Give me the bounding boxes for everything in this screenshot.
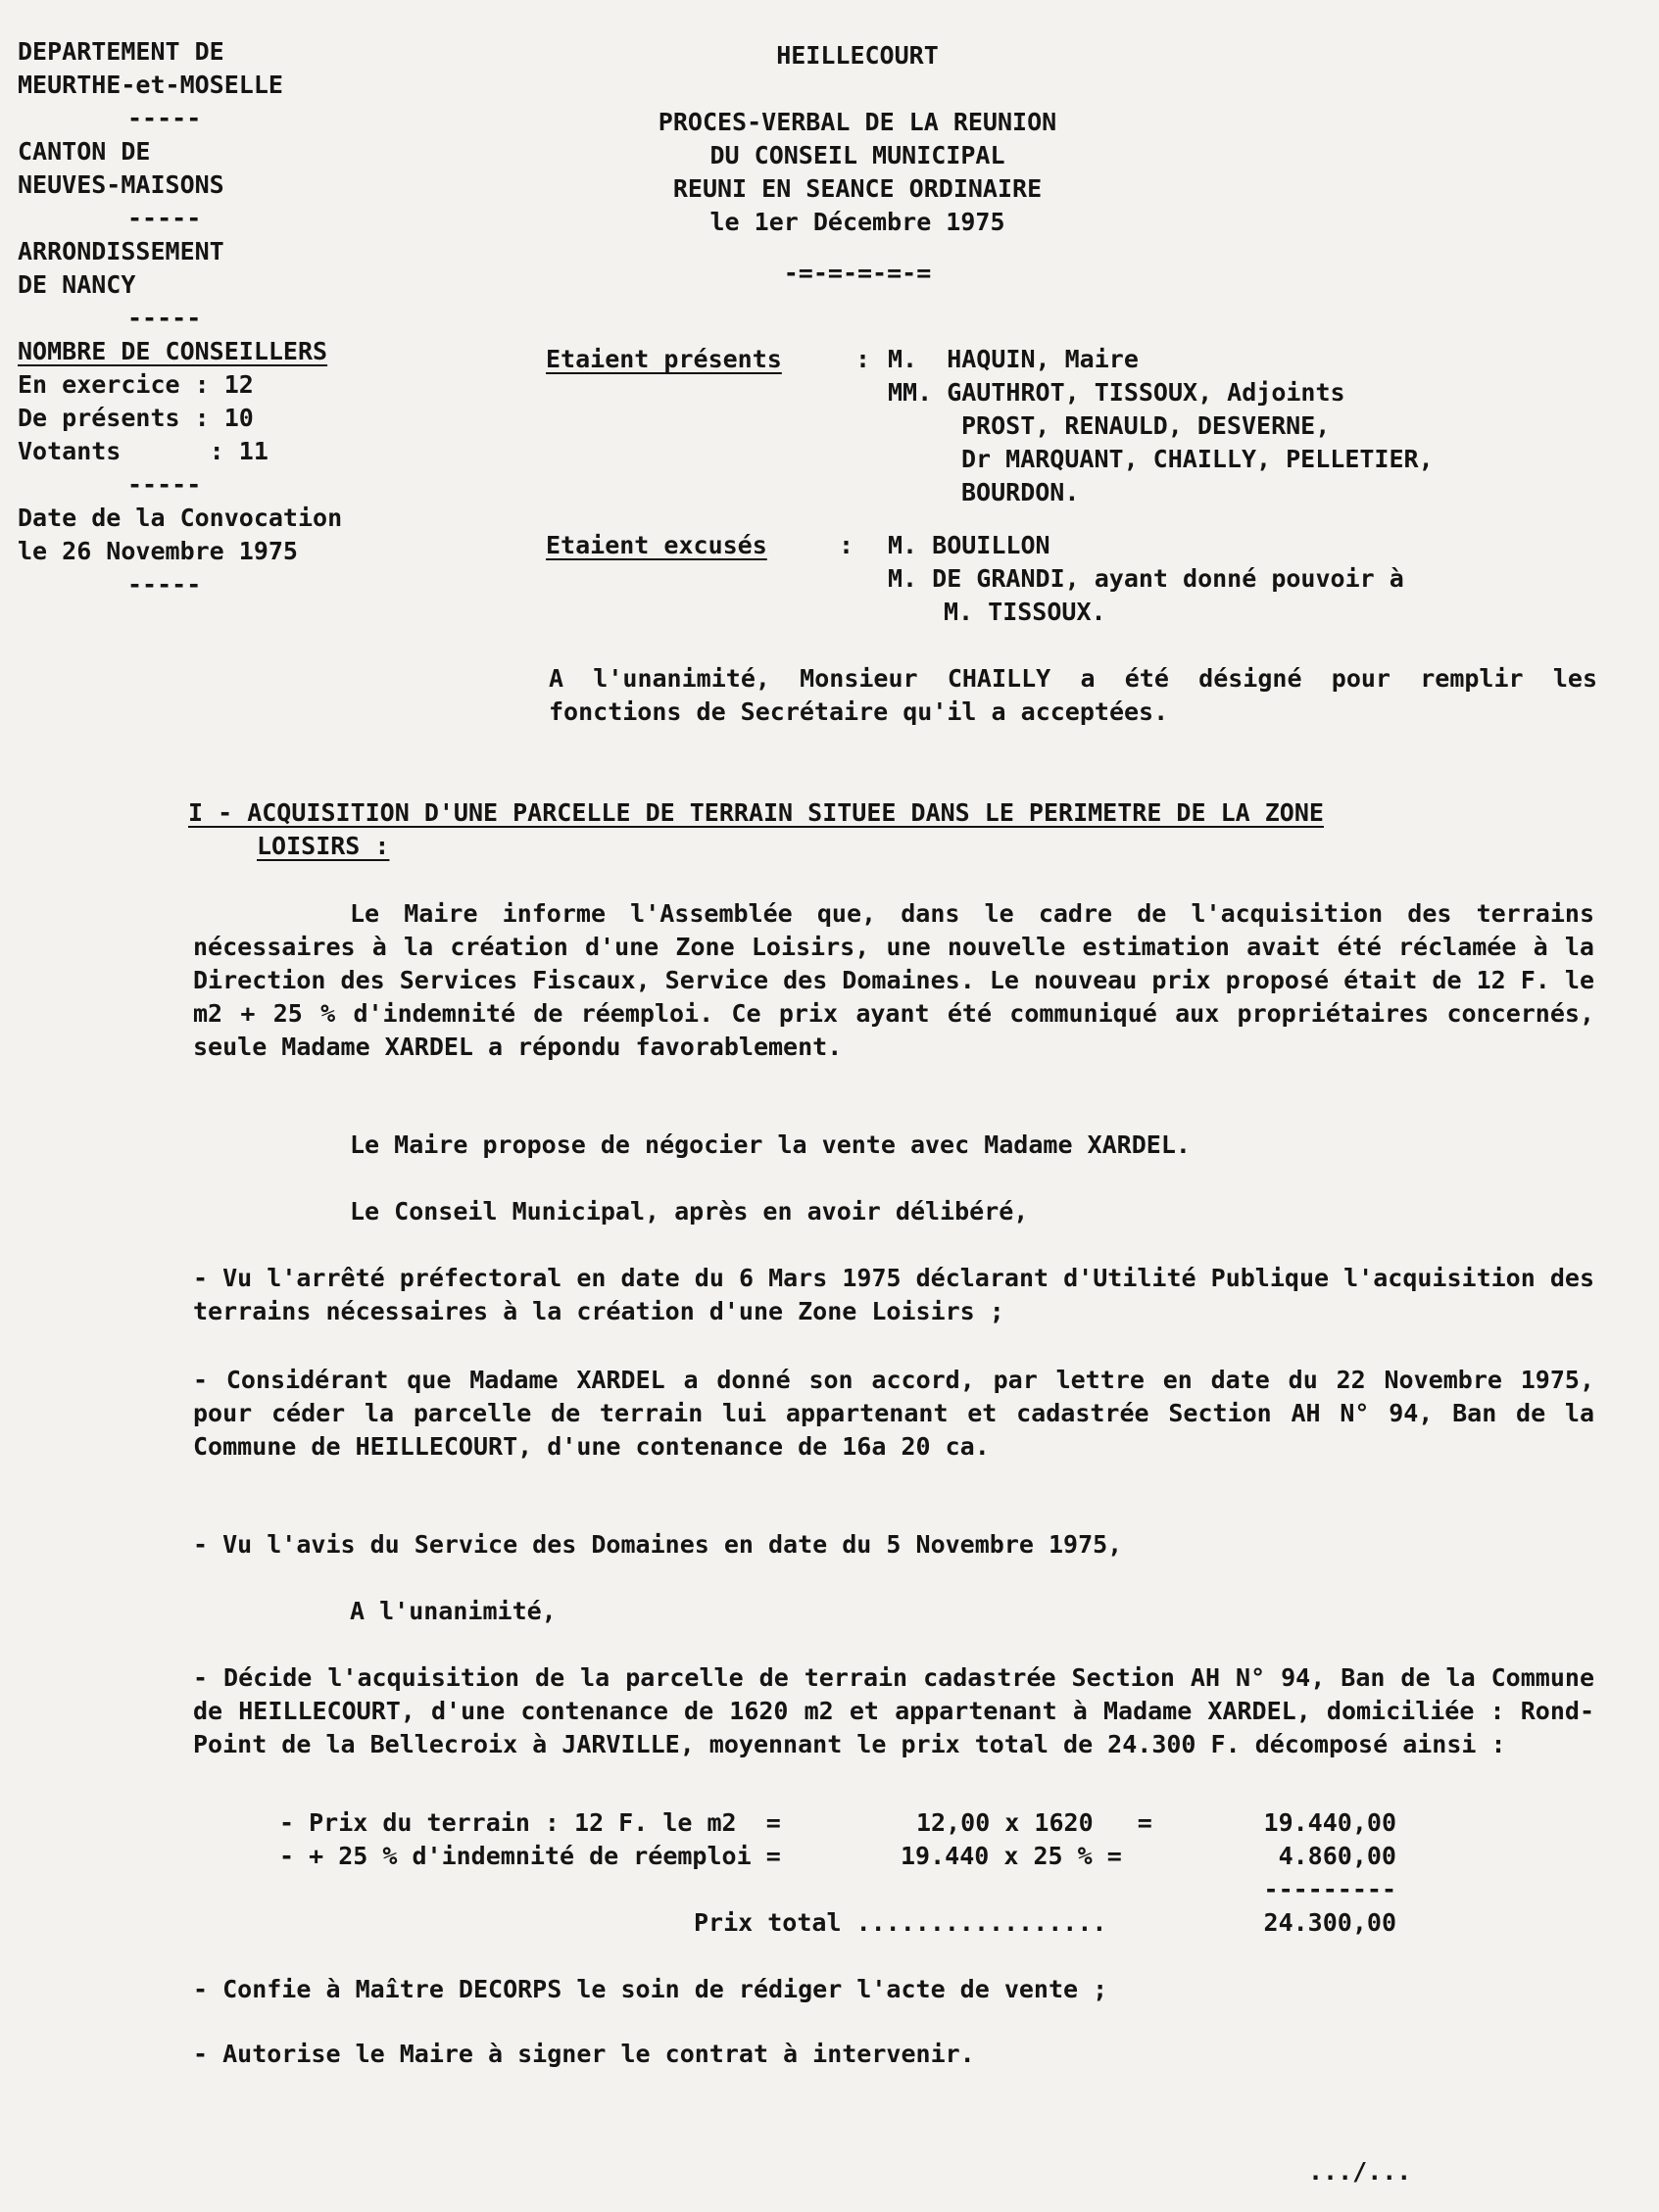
canton-line-2: NEUVES-MAISONS — [18, 170, 224, 199]
excused-line-3: M. TISSOUX. — [944, 598, 1106, 626]
department-line-1: DEPARTEMENT DE — [18, 37, 224, 66]
price-row-total — [279, 1906, 1396, 1940]
present-line-1: M. HAQUIN, Maire — [888, 345, 1139, 373]
secretary-paragraph: A l'unanimité, Monsieur CHAILLY a été désigné pour remplir les fonctions de Secrétaire qu'il a acceptées. — [549, 664, 1597, 726]
paragraph-autorise: - Autorise le Maire à signer le contrat à intervenir. — [193, 2040, 975, 2068]
present-label: Etaient présents — [546, 345, 782, 373]
present-colon: : — [855, 345, 871, 373]
total-label: Prix total ................. — [694, 1908, 1107, 1937]
total-amount: 24.300,00 — [1263, 1908, 1396, 1937]
separator: ----- — [127, 104, 202, 132]
separator: ----- — [127, 470, 202, 499]
excused-colon: : — [839, 531, 854, 559]
present-line-4: Dr MARQUANT, CHAILLY, PELLETIER, — [961, 445, 1434, 473]
paragraph-unanimite: A l'unanimité, — [350, 1597, 557, 1625]
price-rule-row — [279, 1873, 1396, 1906]
convocation-line-1: Date de la Convocation — [18, 504, 343, 532]
department-line-2: MEURTHE-et-MOSELLE — [18, 71, 283, 99]
left-header — [18, 35, 439, 601]
price-formula: 19.440 x 25 % = — [901, 1842, 1122, 1870]
count-votants: Votants : 11 — [18, 437, 268, 465]
arrondissement-line-2: DE NANCY — [18, 270, 136, 299]
continuation-mark: .../... — [1308, 2157, 1412, 2186]
title-line-3: REUNI EN SEANCE ORDINAIRE — [672, 174, 1043, 203]
price-breakdown — [279, 1806, 1396, 1940]
price-row-indemnite — [279, 1840, 1396, 1873]
separator: ----- — [127, 570, 202, 599]
price-row-terrain — [279, 1806, 1396, 1840]
meeting-date: le 1er Décembre 1975 — [709, 208, 1005, 236]
price-amount: 19.440,00 — [1263, 1808, 1396, 1837]
sum-rule: --------- — [1263, 1875, 1396, 1903]
price-amount: 4.860,00 — [1278, 1842, 1396, 1870]
separator: ----- — [127, 204, 202, 232]
arrondissement-line-1: ARRONDISSEMENT — [18, 237, 224, 265]
present-line-5: BOURDON. — [961, 478, 1080, 506]
price-label: - Prix du terrain : 12 F. le m2 = — [279, 1808, 781, 1837]
present-line-3: PROST, RENAULD, DESVERNE, — [961, 411, 1331, 440]
paragraph-confie: - Confie à Maître DECORPS le soin de rédiger l'acte de vente ; — [193, 1975, 1108, 2003]
paragraph-vu-avis: - Vu l'avis du Service des Domaines en date du 5 Novembre 1975, — [193, 1530, 1123, 1559]
section-heading-line-1: I - ACQUISITION D'UNE PARCELLE DE TERRAIN SITUEE DANS LE PERIMETRE DE LA ZONE — [188, 798, 1324, 827]
convocation-line-2: le 26 Novembre 1975 — [18, 537, 298, 565]
paragraph-decide: - Décide l'acquisition de la parcelle de terrain cadastrée Section AH N° 94, Ban de la Commune de HEILLECOURT, d'une contenance de 1620 m2 et appartenant à Madame XARDEL, domiciliée : Rond-Point de la Bellecroix à JARVILLE, moyennant le prix total de 24.300 F. décomposé ainsi : — [193, 1663, 1594, 1758]
excused-line-1: M. BOUILLON — [888, 531, 1050, 559]
excused-label: Etaient excusés — [546, 531, 767, 559]
price-formula: 12,00 x 1620 = — [916, 1808, 1152, 1837]
canton-line-1: CANTON DE — [18, 137, 151, 166]
title-ornament: -=-=-=-=-= — [783, 259, 932, 287]
price-label: - + 25 % d'indemnité de réemploi = — [279, 1842, 781, 1870]
paragraph-vu-arrete: - Vu l'arrêté préfectoral en date du 6 Mars 1975 déclarant d'Utilité Publique l'acquisition des terrains nécessaires à la création d'une Zone Loisirs ; — [193, 1264, 1594, 1325]
section-heading-line-2: LOISIRS : — [257, 832, 390, 860]
count-presents: De présents : 10 — [18, 404, 254, 432]
separator: ----- — [127, 304, 202, 332]
count-exercice: En exercice : 12 — [18, 370, 254, 399]
conseillers-title: NOMBRE DE CONSEILLERS — [18, 337, 328, 365]
paragraph-maire-propose: Le Maire propose de négocier la vente avec Madame XARDEL. — [350, 1130, 1191, 1159]
paragraph-maire-informe: Le Maire informe l'Assemblée que, dans le cadre de l'acquisition des terrains nécessaires à la création d'une Zone Loisirs, une nouvelle estimation avait été réclamée à la Direction des Services Fiscaux, Service des Domaines. Le nouveau prix proposé était de 12 F. le m2 + 25 % d'indemnité de réemploi. Ce prix ayant été communiqué aux propriétaires concernés, seule Madame XARDEL a répondu favorablement. — [193, 899, 1594, 1061]
paragraph-conseil: Le Conseil Municipal, après en avoir délibéré, — [350, 1197, 1029, 1226]
title-line-1: PROCES-VERBAL DE LA REUNION — [658, 108, 1057, 136]
paragraph-considerant: - Considérant que Madame XARDEL a donné son accord, par lettre en date du 22 Novembre 1975, pour céder la parcelle de terrain lui appartenant et cadastrée Section AH N° 94, Ban de la Commune de HEILLECOURT, d'une contenance de 16a 20 ca. — [193, 1366, 1594, 1461]
excused-line-2: M. DE GRANDI, ayant donné pouvoir à — [888, 564, 1404, 593]
town-name: HEILLECOURT — [776, 41, 939, 70]
title-line-2: DU CONSEIL MUNICIPAL — [709, 141, 1005, 169]
present-line-2: MM. GAUTHROT, TISSOUX, Adjoints — [888, 378, 1345, 407]
